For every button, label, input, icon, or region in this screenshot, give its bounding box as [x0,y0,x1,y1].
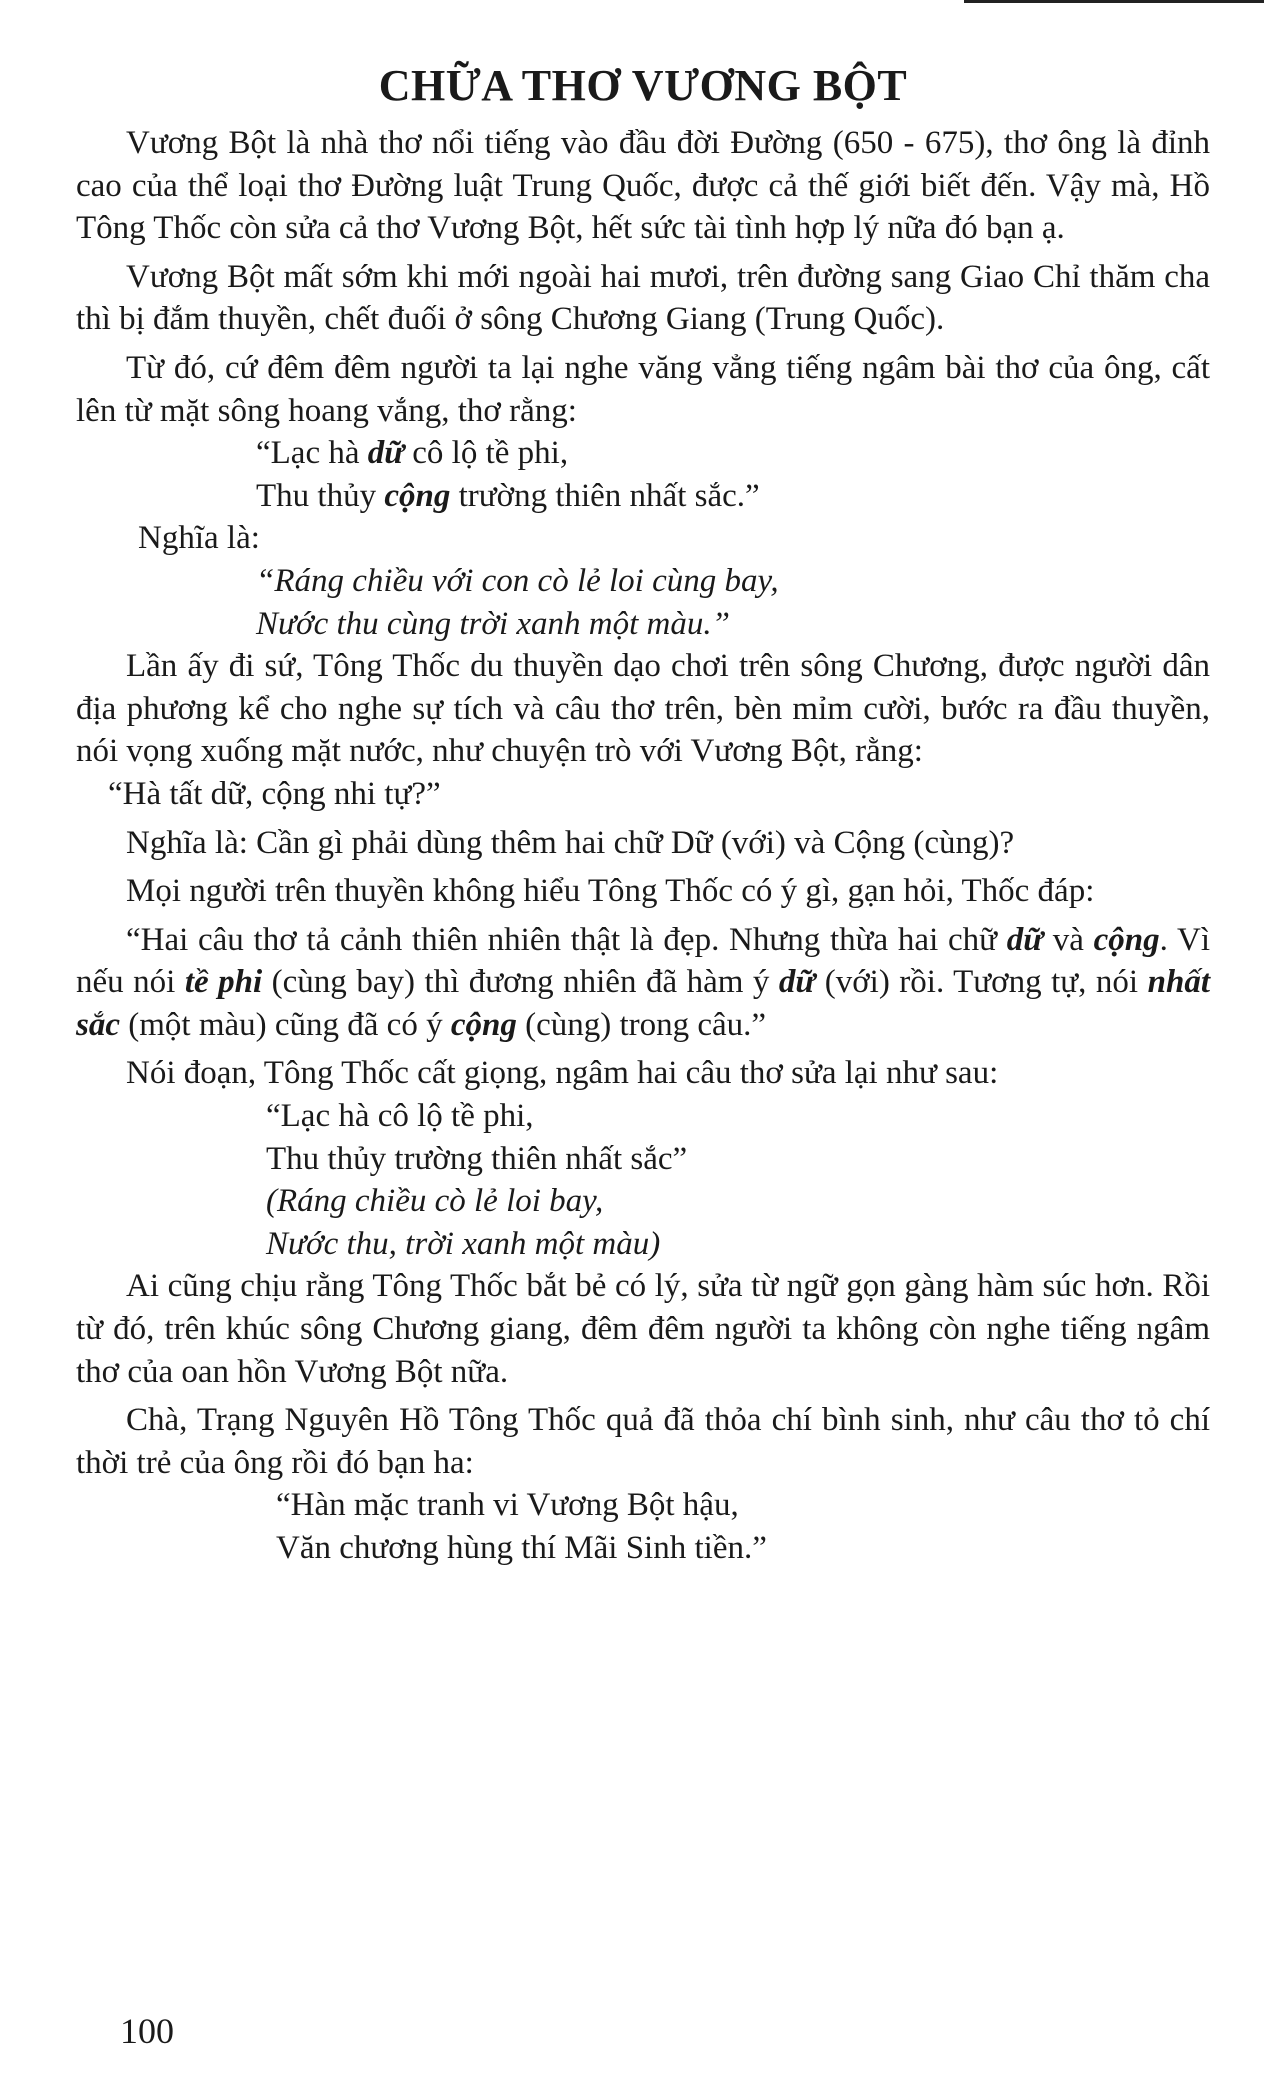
paragraph-8: Nói đoạn, Tông Thốc cất giọng, ngâm hai câu thơ sửa lại như sau: [126,1055,999,1092]
quote-line: “Hà tất dữ, cộng nhi tự?” [108,775,441,812]
meaning-label: Nghĩa là: [138,520,260,557]
verse-line: “Ráng chiều với con cò lẻ loi cùng bay, [256,562,779,599]
paragraph-7: “Hai câu thơ tả cảnh thiên nhiên thật là đẹp. Nhưng thừa hai chữ dữ và cộng. Vì nếu nói tề phi (cùng bay) thì đương nhiên đã hàm ý dữ (với) rồi. Tương tự, nói nhất sắc (một màu) cũng đã có ý cộng (cùng) trong câu.” [76,921,1210,1043]
revised-verse [76,1095,1210,1265]
closing-verse [76,1484,1210,1569]
emphasis-word: nhất sắc [76,964,1210,1043]
page-title: CHỮA THƠ VƯƠNG BỘT [378,61,908,110]
paragraph-5: Nghĩa là: Cần gì phải dùng thêm hai chữ Dữ (với) và Cộng (cùng)? [126,824,1015,861]
verse-line: Văn chương hùng thí Mãi Sinh tiền.” [276,1530,767,1566]
emphasis-word: cộng [384,477,451,514]
verse-line: Thu thủy trường thiên nhất sắc” [266,1140,688,1177]
verse-line: “Hàn mặc tranh vi Vương Bột hậu, [276,1487,739,1524]
emphasis-word: dữ [367,435,405,472]
emphasis-word: cộng [450,1006,517,1043]
meaning-verse [76,560,1210,645]
paragraph-10: Chà, Trạng Nguyên Hồ Tông Thốc quả đã thỏa chí bình sinh, như câu thơ tỏ chí thời trẻ của ông rồi đó bạn ha: [76,1402,1210,1481]
top-rule [964,0,1264,3]
original-verse [76,432,1210,517]
paragraph-3: Từ đó, cứ đêm đêm người ta lại nghe văng vẳng tiếng ngâm bài thơ của ông, cất lên từ mặt sông hoang vắng, thơ rằng: [76,349,1210,429]
verse-line: Nước thu, trời xanh một màu) [266,1225,661,1262]
emphasis-word: tề phi [184,964,263,1001]
paragraph-1: Vương Bột là nhà thơ nổi tiếng vào đầu đời Đường (650 - 675), thơ ông là đỉnh cao của thể loại thơ Đường luật Trung Quốc, được cả thế giới biết đến. Vậy mà, Hồ Tông Thốc còn sửa cả thơ Vương Bột, hết sức tài tình hợp lý nữa đó bạn ạ. [76,125,1210,247]
verse-line: (Ráng chiều cò lẻ loi bay, [266,1183,604,1220]
emphasis-word: dữ [778,964,816,1001]
page-number: 100 [120,2011,174,2051]
emphasis-word: cộng [1093,921,1160,958]
page-body [76,56,1210,1570]
paragraph-9: Ai cũng chịu rằng Tông Thốc bắt bẻ có lý, sửa từ ngữ gọn gàng hàm súc hơn. Rồi từ đó, trên khúc sông Chương giang, đêm đêm người ta không còn nghe tiếng ngâm thơ của oan hồn Vương Bột nữa. [76,1268,1210,1390]
paragraph-2: Vương Bột mất sớm khi mới ngoài hai mươi, trên đường sang Giao Chỉ thăm cha thì bị đắm thuyền, chết đuối ở sông Chương Giang (Trung Quốc). [76,258,1210,338]
verse-line: “Lạc hà dữ cô lộ tề phi, [256,435,569,472]
verse-line: Nước thu cùng trời xanh một màu.” [256,605,730,642]
verse-line: Thu thủy cộng trường thiên nhất sắc.” [256,477,760,514]
verse-line: “Lạc hà cô lộ tề phi, [266,1098,534,1135]
paragraph-4: Lần ấy đi sứ, Tông Thốc du thuyền dạo chơi trên sông Chương, được người dân địa phương kể cho nghe sự tích và câu thơ trên, bèn mỉm cười, bước ra đầu thuyền, nói vọng xuống mặt nước, như chuyện trò với Vương Bột, rằng: [76,648,1210,770]
emphasis-word: dữ [1006,921,1043,958]
paragraph-6: Mọi người trên thuyền không hiểu Tông Thốc có ý gì, gạn hỏi, Thốc đáp: [126,873,1095,910]
